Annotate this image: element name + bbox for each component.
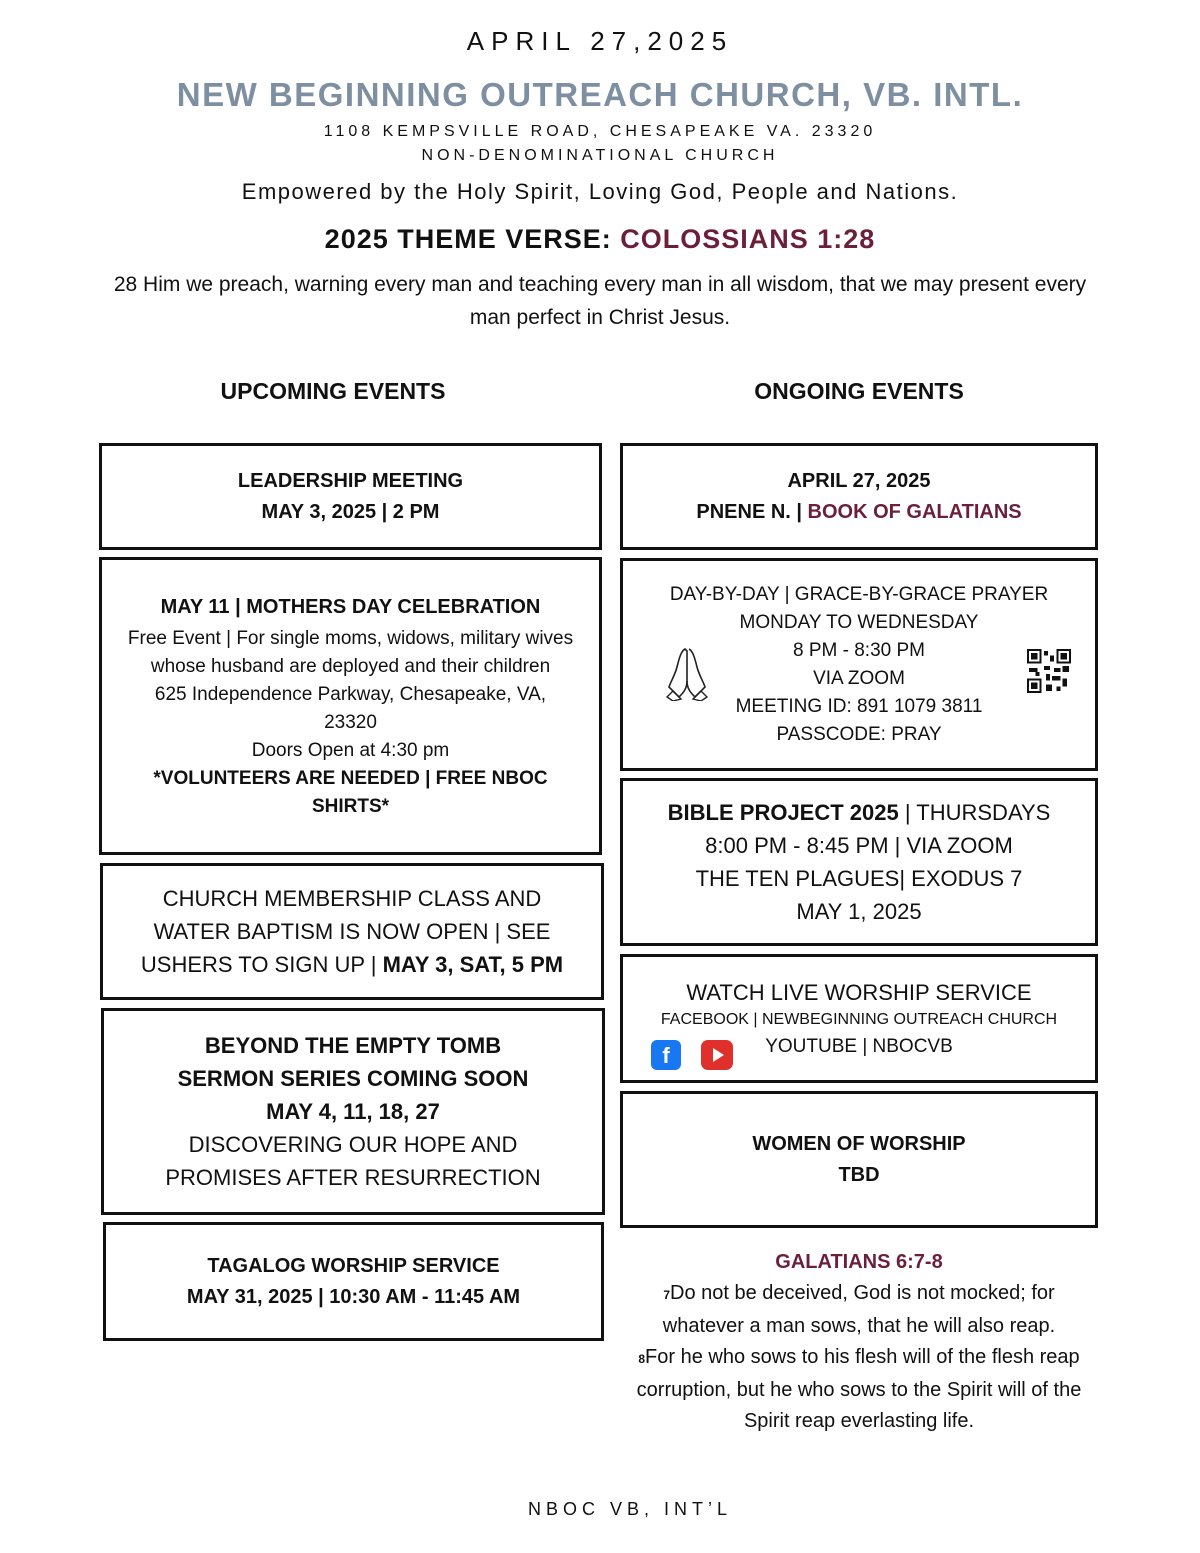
mothers-day-volunteers: *VOLUNTEERS ARE NEEDED | FREE NBOC SHIRTS* xyxy=(153,767,548,817)
theme-verse-text: 28 Him we preach, warning every man and teaching every man in all wisdom, that we may present every man perfect in Christ Jesus. xyxy=(113,273,1087,329)
women-of-worship-card xyxy=(620,1091,1098,1228)
prayer-meeting-id: MEETING ID: 891 1079 3811 xyxy=(735,695,983,717)
sermon-series-card xyxy=(101,1008,605,1215)
sermon-today-date: APRIL 27, 2025 xyxy=(787,469,931,492)
prayer-platform: VIA ZOOM xyxy=(813,667,905,689)
sermon-today-card xyxy=(620,443,1098,550)
bible-project-card xyxy=(620,778,1098,946)
praying-hands-icon xyxy=(665,645,709,701)
verse-8-text: For he who sows to his flesh will of the flesh reap corruption, but he who sows to the Spirit will of the Spirit reap everlasting life. xyxy=(636,1346,1082,1432)
galatians-scripture xyxy=(620,1250,1098,1437)
mothers-day-address: 625 Independence Parkway, Chesapeake, VA, 23320 xyxy=(154,683,547,733)
membership-when: MAY 3, SAT, 5 PM xyxy=(382,952,564,977)
bible-project-topic: THE TEN PLAGUES| EXODUS 7 xyxy=(695,866,1023,891)
leadership-title: LEADERSHIP MEETING xyxy=(237,469,464,492)
membership-text xyxy=(127,882,577,981)
qr-code-icon xyxy=(1027,649,1071,693)
prayer-card xyxy=(620,558,1098,771)
denomination: NON-DENOMINATIONAL CHURCH xyxy=(421,147,779,164)
footer-text: NBOC VB, INT’L xyxy=(527,1499,733,1519)
tagline: Empowered by the Holy Spirit, Loving God, People and Nations. xyxy=(241,179,959,204)
prayer-passcode: PASSCODE: PRAY xyxy=(776,723,942,745)
women-when: TBD xyxy=(838,1163,880,1186)
sermon-series-subtitle: SERMON SERIES COMING SOON xyxy=(177,1066,529,1091)
leadership-when: MAY 3, 2025 | 2 PM xyxy=(261,500,440,523)
facebook-icon[interactable]: f xyxy=(651,1040,681,1070)
bible-project-heading xyxy=(668,796,1051,829)
social-icons xyxy=(651,1040,733,1070)
verse-8-number: 8 xyxy=(638,1352,646,1366)
sermon-series-description: DISCOVERING OUR HOPE AND PROMISES AFTER RESURRECTION xyxy=(165,1132,541,1190)
prayer-time: 8 PM - 8:30 PM xyxy=(793,639,925,661)
youtube-icon[interactable] xyxy=(701,1040,733,1070)
upcoming-events-heading: UPCOMING EVENTS xyxy=(220,378,446,404)
tagalog-when: MAY 31, 2025 | 10:30 AM - 11:45 AM xyxy=(186,1285,521,1308)
bible-project-time: 8:00 PM - 8:45 PM | VIA ZOOM xyxy=(705,833,1013,858)
bible-project-day: | THURSDAYS xyxy=(898,800,1051,825)
scripture-verse-8 xyxy=(620,1342,1098,1437)
sermon-today-speaker xyxy=(696,497,1021,528)
tagalog-title: TAGALOG WORSHIP SERVICE xyxy=(207,1254,500,1277)
church-name: NEW BEGINNING OUTREACH CHURCH, VB. INTL. xyxy=(176,76,1024,113)
membership-description: CHURCH MEMBERSHIP CLASS AND WATER BAPTISM IS NOW OPEN | SEE USHERS TO SIGN UP | xyxy=(140,886,551,977)
mothers-day-card xyxy=(99,557,602,855)
live-worship-youtube: YOUTUBE | NBOCVB xyxy=(765,1036,953,1057)
live-worship-card xyxy=(620,954,1098,1083)
bible-project-title: BIBLE PROJECT 2025 xyxy=(667,800,899,825)
prayer-title: DAY-BY-DAY | GRACE-BY-GRACE PRAYER xyxy=(669,583,1049,605)
tagalog-service-card xyxy=(103,1222,604,1341)
church-address: 1108 KEMPSVILLE ROAD, CHESAPEAKE VA. 23320 xyxy=(323,123,877,140)
sermon-series-title: BEYOND THE EMPTY TOMB xyxy=(204,1033,502,1058)
verse-7-text: Do not be deceived, God is not mocked; for whatever a man sows, that he will also reap. xyxy=(662,1282,1056,1337)
mothers-day-doors: Doors Open at 4:30 pm xyxy=(251,739,450,761)
mothers-day-title: MAY 11 | MOTHERS DAY CELEBRATION xyxy=(160,595,541,618)
scripture-verse-7 xyxy=(620,1278,1098,1342)
sermon-series-dates: MAY 4, 11, 18, 27 xyxy=(266,1099,440,1124)
membership-class-card xyxy=(100,863,604,1000)
women-title: WOMEN OF WORSHIP xyxy=(752,1132,966,1155)
leadership-meeting-card xyxy=(99,443,602,550)
date-heading: APRIL 27,2025 xyxy=(466,26,734,56)
theme-label: 2025 THEME VERSE: xyxy=(324,224,621,254)
theme-verse-heading xyxy=(0,224,1200,255)
verse-7-number: 7 xyxy=(663,1288,670,1302)
scripture-reference: GALATIANS 6:7-8 xyxy=(775,1251,943,1273)
live-worship-facebook: FACEBOOK | NEWBEGINNING OUTREACH CHURCH xyxy=(660,1011,1058,1028)
live-worship-title: WATCH LIVE WORSHIP SERVICE xyxy=(686,980,1032,1005)
bible-project-date: MAY 1, 2025 xyxy=(796,899,922,924)
theme-reference: COLOSSIANS 1:28 xyxy=(620,224,876,254)
mothers-day-description: Free Event | For single moms, widows, military wives whose husband are deployed and their children xyxy=(127,627,574,677)
prayer-days: MONDAY TO WEDNESDAY xyxy=(739,611,979,633)
speaker-name: PNENE N. | xyxy=(696,500,808,523)
sermon-book: BOOK OF GALATIANS xyxy=(807,500,1022,523)
ongoing-events-heading: ONGOING EVENTS xyxy=(754,378,964,404)
